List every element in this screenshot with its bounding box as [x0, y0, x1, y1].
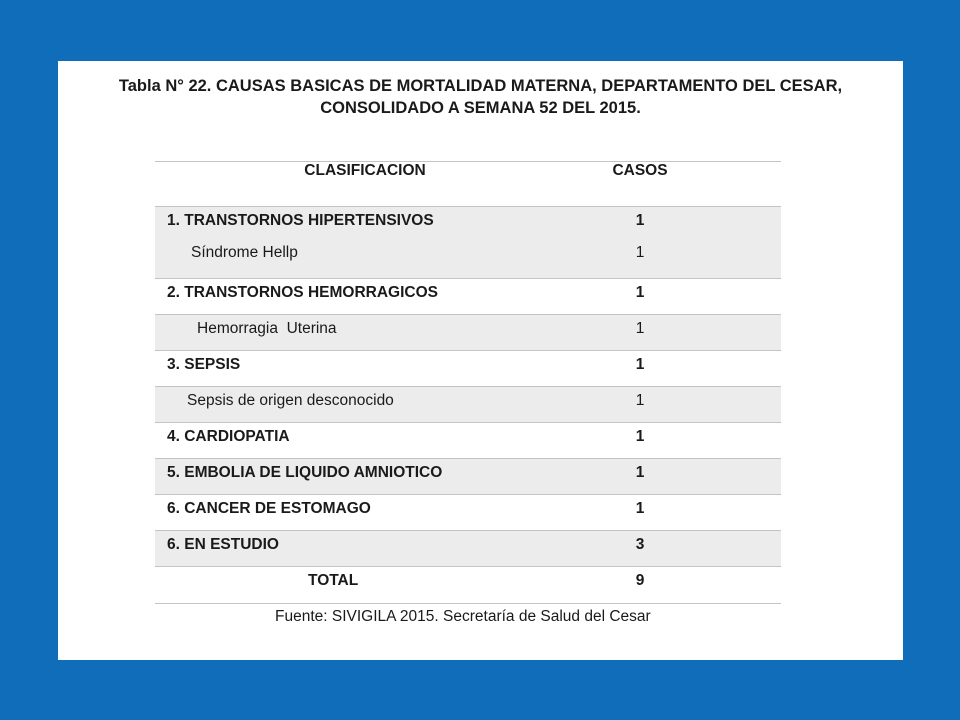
- table-row: [155, 531, 781, 567]
- header-classification: CLASIFICACION: [155, 162, 575, 207]
- table-title: [58, 75, 903, 119]
- title-line-1: Tabla N° 22. CAUSAS BASICAS DE MORTALIDAD MATERNA, DEPARTAMENTO DEL CESAR,: [118, 77, 843, 95]
- row-label: [155, 207, 575, 279]
- category-cases: 3: [575, 531, 705, 567]
- category-label: 4. CARDIOPATIA: [155, 423, 575, 459]
- table-row: [155, 207, 781, 279]
- table-row: [155, 459, 781, 495]
- table-row: [155, 387, 781, 423]
- table-row: [155, 351, 781, 387]
- subcategory-cases: 1: [635, 244, 645, 261]
- table-row: [155, 423, 781, 459]
- category-cases: 1: [575, 495, 705, 531]
- category-cases: 1: [575, 351, 705, 387]
- header-cases: CASOS: [575, 162, 705, 207]
- category-label: 1. TRANSTORNOS HIPERTENSIVOS: [167, 212, 434, 229]
- category-label: 5. EMBOLIA DE LIQUIDO AMNIOTICO: [155, 459, 575, 495]
- subcategory-label: Síndrome Hellp: [191, 244, 298, 261]
- category-cases: 1: [575, 279, 705, 315]
- subcategory-cases: 1: [575, 315, 705, 351]
- total-row: [155, 567, 781, 604]
- total-label: TOTAL: [155, 567, 575, 604]
- table-row: [155, 495, 781, 531]
- slide-page: [58, 61, 903, 660]
- category-label: 3. SEPSIS: [155, 351, 575, 387]
- category-cases: 1: [575, 423, 705, 459]
- mortality-table: [155, 161, 781, 604]
- subcategory-label: Hemorragia Uterina: [197, 320, 337, 337]
- title-line-2: CONSOLIDADO A SEMANA 52 DEL 2015.: [320, 99, 641, 117]
- category-cases: 1: [635, 212, 645, 229]
- total-value: 9: [575, 567, 705, 604]
- table-header-row: [155, 162, 781, 207]
- table-row: [155, 279, 781, 315]
- subcategory-label: Sepsis de origen desconocido: [187, 392, 394, 409]
- source-note: Fuente: SIVIGILA 2015. Secretaría de Salud del Cesar: [275, 608, 651, 625]
- category-label: 6. EN ESTUDIO: [155, 531, 575, 567]
- category-label: 6. CANCER DE ESTOMAGO: [155, 495, 575, 531]
- table-row: [155, 315, 781, 351]
- category-cases: 1: [575, 459, 705, 495]
- category-label: 2. TRANSTORNOS HEMORRAGICOS: [155, 279, 575, 315]
- row-cases: [575, 207, 705, 279]
- subcategory-cases: 1: [575, 387, 705, 423]
